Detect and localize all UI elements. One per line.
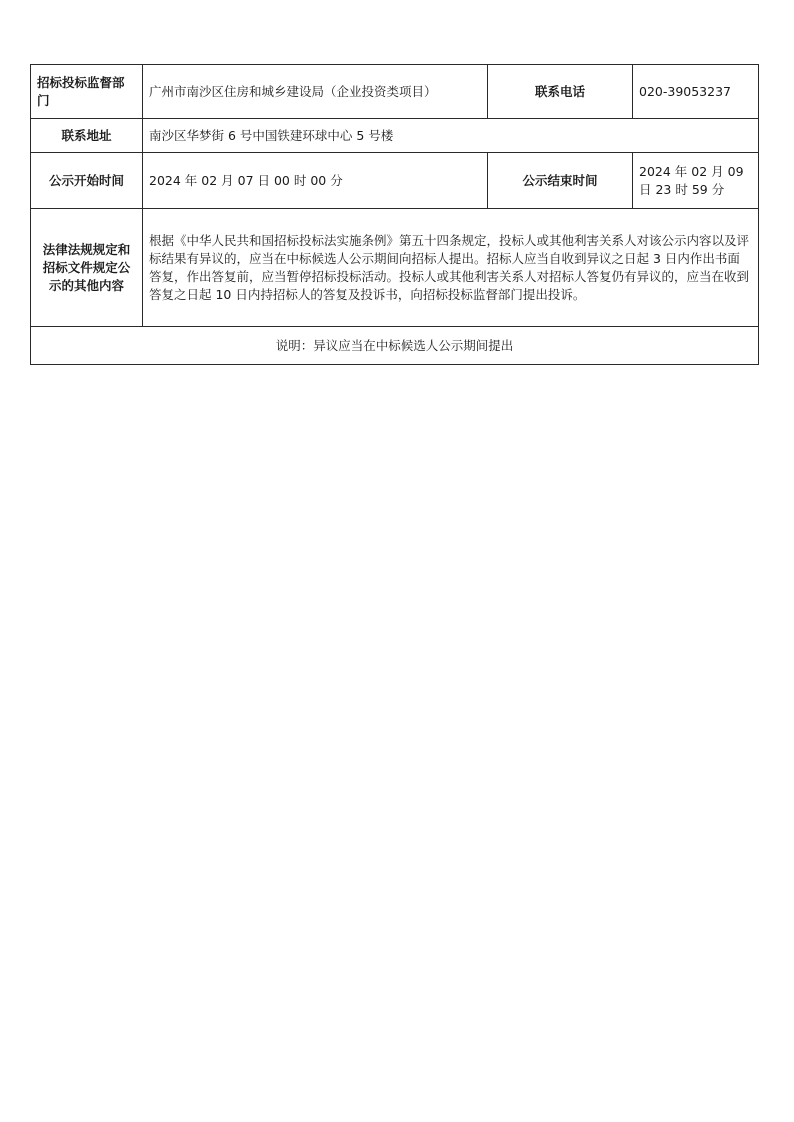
phone-value: 020-39053237 bbox=[633, 65, 759, 119]
supervisor-value: 广州市南沙区住房和城乡建设局（企业投资类项目） bbox=[143, 65, 488, 119]
start-time-value: 2024 年 02 月 07 日 00 时 00 分 bbox=[143, 153, 488, 209]
announcement-table bbox=[30, 64, 759, 365]
end-time-label: 公示结束时间 bbox=[488, 153, 633, 209]
end-time-value: 2024 年 02 月 09 日 23 时 59 分 bbox=[633, 153, 759, 209]
note-row bbox=[31, 327, 759, 365]
law-value: 根据《中华人民共和国招标投标法实施条例》第五十四条规定，投标人或其他利害关系人对该公示内容以及评标结果有异议的，应当在中标候选人公示期间向招标人提出。招标人应当自收到异议之日起 3 日内作出书面答复，作出答复前，应当暂停招标投标活动。投标人或其他利害关系人对招标人答复仍有异议的，应当在收到答复之日起 10 日内持招标人的答复及投诉书，向招标投标监督部门提出投诉。 bbox=[143, 209, 759, 327]
address-label: 联系地址 bbox=[31, 119, 143, 153]
phone-label: 联系电话 bbox=[488, 65, 633, 119]
law-label: 法律法规规定和招标文件规定公示的其他内容 bbox=[31, 209, 143, 327]
address-row bbox=[31, 119, 759, 153]
address-value: 南沙区华梦街 6 号中国铁建环球中心 5 号楼 bbox=[143, 119, 759, 153]
time-row bbox=[31, 153, 759, 209]
supervisor-label: 招标投标监督部门 bbox=[31, 65, 143, 119]
law-row bbox=[31, 209, 759, 327]
note-text: 说明：异议应当在中标候选人公示期间提出 bbox=[31, 327, 759, 365]
start-time-label: 公示开始时间 bbox=[31, 153, 143, 209]
supervisor-row bbox=[31, 65, 759, 119]
